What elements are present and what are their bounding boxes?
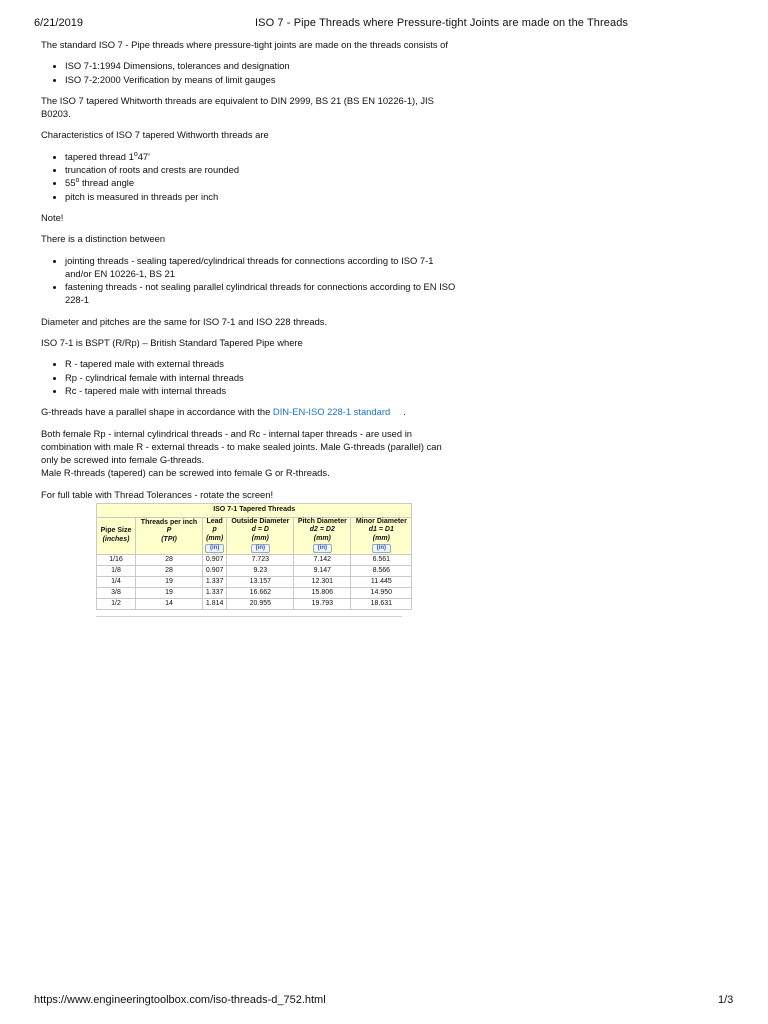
list-item: • ISO 7-1:1994 Dimensions, tolerances and designation xyxy=(65,59,461,72)
list-item: • ISO 7-2:2000 Verification by means of limit gauges xyxy=(65,73,461,86)
table-cell: 0.907 xyxy=(203,566,227,577)
header-unit: (mm) xyxy=(313,534,331,542)
table-cell: 0.907 xyxy=(203,555,227,566)
table-cell: 11.445 xyxy=(351,577,412,588)
taper-minutes: 47' xyxy=(137,150,150,162)
list-item: • jointing threads - sealing tapered/cylindrical threads for connections according to ISO 7-1 and/or EN 10226-1, BS 21 xyxy=(65,254,461,281)
table-cell: 1/16 xyxy=(97,555,136,566)
angle-value: 55 xyxy=(65,177,76,189)
table-caption: ISO 7-1 Tapered Threads xyxy=(97,504,412,518)
table-cell: 8.566 xyxy=(351,566,412,577)
col-header-tpi xyxy=(136,517,203,555)
table-header-row xyxy=(97,517,412,555)
header-symbol: d1 = D1 xyxy=(368,526,394,533)
unit-toggle-button[interactable]: (in) xyxy=(205,544,224,553)
table-cell: 1/2 xyxy=(97,599,136,610)
header-symbol: p xyxy=(212,526,217,533)
rotate-paragraph: For full table with Thread Tolerances - rotate the screen! xyxy=(41,488,274,500)
degree-sup: o xyxy=(133,150,138,158)
header-unit: (inches) xyxy=(102,535,130,543)
table-cell: 14.950 xyxy=(351,588,412,599)
table-cell: 28 xyxy=(136,566,203,577)
distinction-list xyxy=(41,254,461,307)
female-paragraph xyxy=(41,427,461,480)
table-cell: 12.301 xyxy=(294,577,351,588)
table-cell: 19.793 xyxy=(294,599,351,610)
col-header-minor-diameter xyxy=(351,517,412,555)
list-item: • Rc - tapered male with internal threads xyxy=(65,384,461,397)
table-cell: 6.561 xyxy=(351,555,412,566)
table-cell: 1.814 xyxy=(203,599,227,610)
header-symbol: d = D xyxy=(251,526,269,533)
list-item: • pitch is measured in threads per inch xyxy=(65,190,461,203)
gthreads-end: . xyxy=(390,406,406,418)
col-header-pipe-size xyxy=(97,517,136,555)
diameter-paragraph: Diameter and pitches are the same for ISO 7-1 and ISO 228 threads. xyxy=(41,315,328,327)
table-cell: 14 xyxy=(136,599,203,610)
col-header-outside-diameter xyxy=(227,517,294,555)
characteristics-intro: Characteristics of ISO 7 tapered Withworth threads are xyxy=(41,129,269,141)
col-header-pitch-diameter xyxy=(294,517,351,555)
male-text: Male R-threads (tapered) can be screwed into female G or R-threads. xyxy=(41,467,330,479)
equivalent-paragraph: The ISO 7 tapered Whitworth threads are equivalent to DIN 2999, BS 21 (BS EN 10226-1), JIS B0203. xyxy=(41,94,434,120)
col-header-lead xyxy=(203,517,227,555)
table-cell: 9.23 xyxy=(227,566,294,577)
table-cell: 15.806 xyxy=(294,588,351,599)
threads-table xyxy=(96,503,412,610)
table-cell: 3/8 xyxy=(97,588,136,599)
header-symbol: P xyxy=(166,527,172,534)
characteristics-list xyxy=(41,150,461,203)
table-cell: 1/4 xyxy=(97,577,136,588)
header-unit: (mm) xyxy=(251,534,269,542)
table-cell: 7.723 xyxy=(227,555,294,566)
divider xyxy=(96,616,402,617)
table-cell: 16.662 xyxy=(227,588,294,599)
table-cell: 20.955 xyxy=(227,599,294,610)
table-cell: 7.142 xyxy=(294,555,351,566)
note-label: Note! xyxy=(41,211,64,223)
taper-text: tapered thread 1 xyxy=(65,150,134,162)
header-label: Pitch Diameter xyxy=(297,517,347,525)
table-cell: 9.147 xyxy=(294,566,351,577)
print-date: 6/21/2019 xyxy=(34,17,83,29)
header-unit: (TPI) xyxy=(161,535,177,543)
list-item xyxy=(65,150,461,163)
gthreads-paragraph xyxy=(41,405,461,418)
female-text: Both female Rp - internal cylindrical threads - and Rc - internal taper threads - are used in combination with male R - external threads - to make sealed joints. Male G-threads (parallel) can only be screwed into female G-threads. xyxy=(41,427,442,466)
header-unit: (mm) xyxy=(372,534,390,542)
header-label: Pipe Size xyxy=(100,527,132,535)
table-row xyxy=(97,566,412,577)
unit-toggle-button[interactable]: (in) xyxy=(313,544,332,553)
table-cell: 1/8 xyxy=(97,566,136,577)
table-row xyxy=(97,599,412,610)
table-cell: 13.157 xyxy=(227,577,294,588)
gthreads-text: G-threads have a parallel shape in accordance with the xyxy=(41,406,273,418)
page-title: ISO 7 - Pipe Threads where Pressure-tight Joints are made on the Threads xyxy=(255,17,629,29)
table-cell: 19 xyxy=(136,588,203,599)
intro-paragraph: The standard ISO 7 - Pipe threads where pressure-tight joints are made on the threads consists of xyxy=(41,39,448,50)
list-item: • fastening threads - not sealing parallel cylindrical threads for connections according to EN ISO 228-1 xyxy=(65,280,461,307)
bspt-list xyxy=(41,357,461,397)
table-cell: 28 xyxy=(136,555,203,566)
list-item xyxy=(65,176,461,189)
header-label: Threads per inch xyxy=(140,518,198,526)
degree-sup: o xyxy=(75,177,80,185)
bspt-paragraph: ISO 7-1 is BSPT (R/Rp) – British Standard Tapered Pipe where xyxy=(41,337,303,349)
distinction-intro: There is a distinction between xyxy=(41,233,166,245)
list-item: • Rp - cylindrical female with internal threads xyxy=(65,371,461,384)
parts-list xyxy=(41,59,461,86)
threads-table-container xyxy=(96,503,412,610)
list-item: • R - tapered male with external threads xyxy=(65,357,461,370)
page-url: https://www.engineeringtoolbox.com/iso-threads-d_752.html xyxy=(34,994,326,1006)
header-label: Lead xyxy=(206,517,223,525)
header-unit: (mm) xyxy=(206,534,224,542)
table-cell: 1.337 xyxy=(203,588,227,599)
table-row xyxy=(97,577,412,588)
header-symbol: d2 = D2 xyxy=(309,526,335,533)
list-item: • truncation of roots and crests are rounded xyxy=(65,163,461,176)
table-cell: 1.337 xyxy=(203,577,227,588)
table-row xyxy=(97,588,412,599)
page-number: 1/3 xyxy=(718,994,734,1006)
header-label: Minor Diameter xyxy=(355,517,407,525)
angle-text: thread angle xyxy=(79,177,135,189)
din-standard-link[interactable]: DIN-EN-ISO 228-1 standard xyxy=(272,406,391,418)
table-cell: 19 xyxy=(136,577,203,588)
article-body xyxy=(41,38,461,509)
header-label: Outside Diameter xyxy=(231,517,290,525)
unit-toggle-button[interactable]: (in) xyxy=(251,544,270,553)
unit-toggle-button[interactable]: (in) xyxy=(372,544,391,553)
table-cell: 18.631 xyxy=(351,599,412,610)
table-row xyxy=(97,555,412,566)
